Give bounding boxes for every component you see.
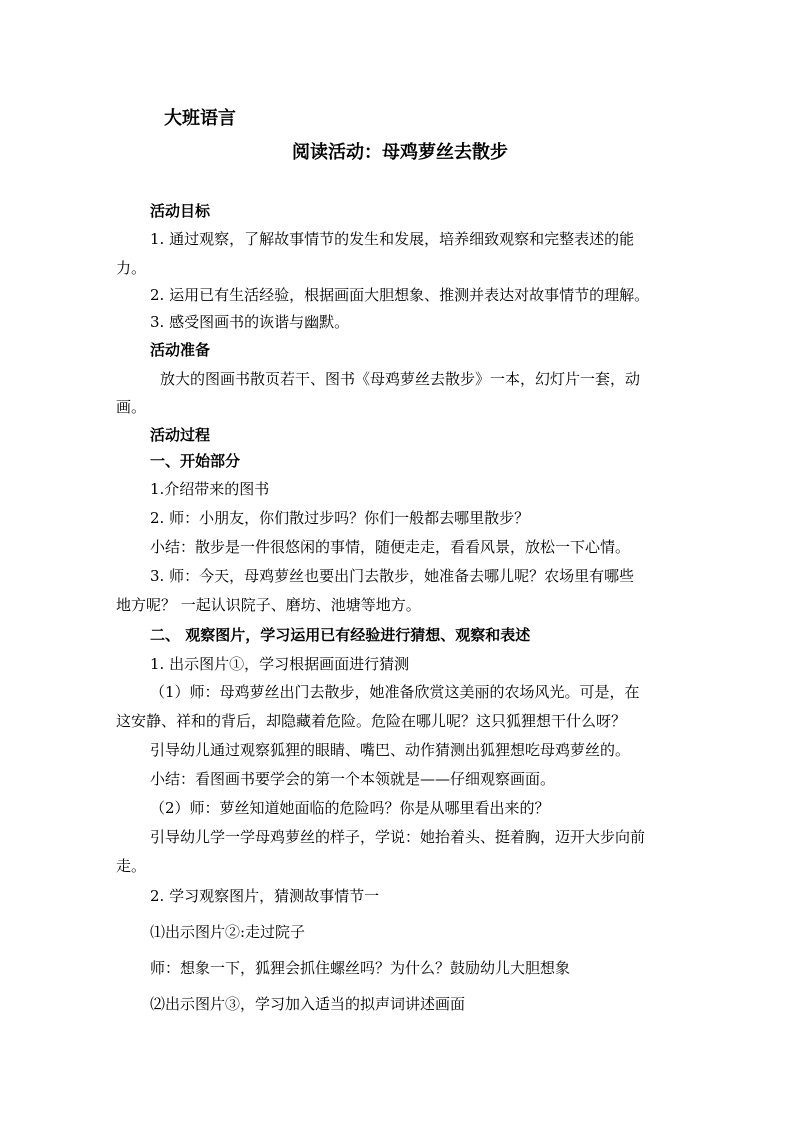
part-2-sub-2: ⑵出示图片③，学习加入适当的拟声词讲述画面 — [150, 995, 466, 1013]
preparation-line-1: 放大的图画书散页若干、图书《母鸡萝丝去散步》一本，幻灯片一套，动 — [160, 370, 641, 388]
part-2-guide-2-line-1: 引导幼儿学一学母鸡萝丝的样子，学说：她抬着头、挺着胸，迈开大步向前 — [150, 828, 646, 846]
part-2-sub-1-question: 师：想象一下，狐狸会抓住螺丝吗？为什么？鼓励幼儿大胆想象 — [150, 959, 571, 977]
part-2-guide-1: 引导幼儿通过观察狐狸的眼睛、嘴巴、动作猜测出狐狸想吃母鸡萝丝的。 — [150, 741, 631, 759]
goal-1-line-1: 1. 通过观察，了解故事情节的发生和发展，培养细致观察和完整表述的能 — [150, 230, 635, 248]
part-2-guide-2-line-2: 走。 — [116, 857, 147, 875]
part-2-summary-1: 小结：看图画书要学会的第一个本领就是——仔细观察画面。 — [150, 770, 556, 788]
part-1-step-1: 1.介绍带来的图书 — [150, 480, 270, 498]
part-1-summary: 小结：散步是一件很悠闲的事情，随便走走，看看风景，放松一下心情。 — [150, 538, 631, 556]
goal-2: 2. 运用已有生活经验，根据画面大胆想象、推测并表达对故事情节的理解。 — [150, 286, 650, 304]
preparation-heading: 活动准备 — [150, 341, 211, 359]
part-1-step-3-line-2: 地方呢？ 一起认识院子、磨坊、池塘等地方。 — [116, 596, 421, 614]
part-2-question-1-line-1: （1）师：母鸡萝丝出门去散步，她准备欣赏这美丽的农场风光。可是，在 — [150, 683, 640, 701]
part-1-step-2: 2. 师：小朋友，你们散过步吗？你们一般都去哪里散步？ — [150, 509, 530, 527]
category-label: 大班语言 — [164, 108, 236, 129]
part-2-sub-1: ⑴出示图片②:走过院子 — [150, 923, 306, 941]
page-title: 阅读活动：母鸡萝丝去散步 — [292, 142, 508, 163]
goals-heading: 活动目标 — [150, 202, 211, 220]
part-2-question-2: （2）师：萝丝知道她面临的危险吗？你是从哪里看出来的？ — [150, 799, 550, 817]
part-1-heading: 一、开始部分 — [150, 452, 241, 470]
preparation-line-2: 画。 — [116, 398, 147, 416]
goal-1-line-2: 力。 — [116, 259, 147, 277]
goal-3: 3. 感受图画书的诙谐与幽默。 — [150, 313, 350, 331]
part-2-heading: 二、 观察图片，学习运用已有经验进行猜想、观察和表述 — [150, 626, 531, 644]
part-1-step-3-line-1: 3. 师：今天，母鸡萝丝也要出门去散步，她准备去哪儿呢？农场里有哪些 — [150, 567, 635, 585]
part-2-question-1-line-2: 这安静、祥和的背后，却隐藏着危险。危险在哪儿呢？这只狐狸想干什么呀？ — [116, 712, 627, 730]
process-heading: 活动过程 — [150, 426, 211, 444]
part-2-step-1: 1. 出示图片①，学习根据画面进行猜测 — [150, 655, 410, 673]
part-2-step-2: 2. 学习观察图片，猜测故事情节一 — [150, 887, 380, 905]
